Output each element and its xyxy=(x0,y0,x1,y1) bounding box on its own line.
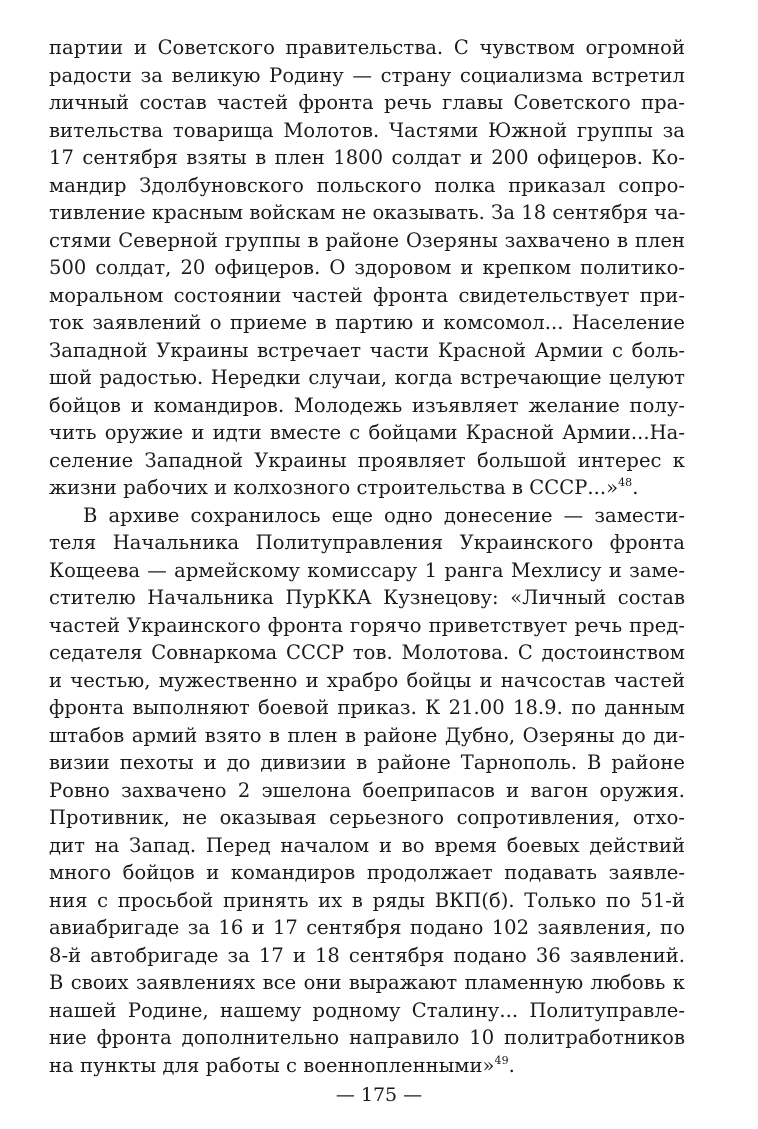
text-line: В своих заявлениях все они выражают пламенную любовь к xyxy=(49,971,685,994)
text-line: селение Западной Украины проявляет большой интерес к xyxy=(49,448,685,472)
text-line: нашей Родине, нашему родному Сталину... Политуправле- xyxy=(49,998,685,1022)
text-line: ния с просьбой принять их в ряды ВКП(б). Только по 51-й xyxy=(49,888,685,912)
text-line: 500 солдат, 20 офицеров. О здоровом и крепком политико- xyxy=(49,256,685,279)
paragraph-2 xyxy=(49,502,685,1080)
text-line: авиабригаде за 16 и 17 сентября подано 102 заявления, по xyxy=(49,916,685,939)
text-line-content: жизни рабочих и колхозного строительства в СССР...» xyxy=(49,476,619,499)
text-line: теля Начальника Политуправления Украинского фронта xyxy=(49,531,685,554)
text-line: частей Украинского фронта горячо приветствует речь пред- xyxy=(49,613,685,637)
text-line: партии и Советского правительства. С чувством огромной xyxy=(49,36,685,59)
text-line: бойцов и командиров. Молодежь изъявляет желание полу- xyxy=(49,393,685,417)
text-line: ток заявлений о приеме в партию и комсомол... Население xyxy=(49,311,685,334)
text-line: визии пехоты и до дивизии в районе Тарнополь. В районе xyxy=(49,751,685,774)
text-line: много бойцов и командиров продолжает подавать заявле- xyxy=(49,861,685,884)
text-line: мандир Здолбуновского польского полка приказал сопро- xyxy=(49,173,685,197)
text-line: радости за великую Родину — страну социализма встретил xyxy=(49,63,685,87)
text-line: тивление красным войскам не оказывать. За 18 сентября ча- xyxy=(49,201,686,224)
text-line-last: жизни рабочих и колхозного строительства в СССР...»$^{48}$. xyxy=(49,476,639,499)
footnote-ref-49: 49 xyxy=(494,1053,509,1067)
body-text xyxy=(49,34,685,1079)
text-line: шой радостью. Нередки случаи, когда встречающие целуют xyxy=(49,366,685,389)
text-line: фронта выполняют боевой приказ. К 21.00 18.9. по данным xyxy=(49,696,685,719)
text-line: Противник, не оказывая серьезного сопротивления, отхо- xyxy=(49,806,685,829)
text-line-indented: В архиве сохранилось еще одно донесение — замести- xyxy=(83,503,685,527)
text-line-last: на пункты для работы с военнопленными»$^{49}$. xyxy=(49,1053,515,1077)
text-line: Кощеева — армейскому комиссару 1 ранга Мехлису и заме- xyxy=(49,558,685,582)
text-line: Ровно захвачено 2 эшелона боеприпасов и вагон оружия. xyxy=(49,778,685,802)
text-line: 8-й автобригаде за 17 и 18 сентября подано 36 заявлений. xyxy=(49,943,685,967)
text-line: вительства товарища Молотов. Частями Южной группы за xyxy=(49,118,685,142)
text-line: стями Северной группы в районе Озеряны захвачено в плен xyxy=(49,228,685,252)
text-line: чить оружие и идти вместе с бойцами Красной Армии...На- xyxy=(49,421,685,444)
text-line-content: на пункты для работы с военнопленными» xyxy=(49,1053,495,1077)
text-line: стителю Начальника ПурККА Кузнецову: «Личный состав xyxy=(49,586,685,609)
page-number: — 175 — xyxy=(335,1084,423,1106)
text-line: ние фронта дополнительно направило 10 политработников xyxy=(49,1026,685,1049)
text-line: Западной Украины встречает части Красной Армии с боль- xyxy=(49,338,685,362)
footnote-ref-48: 48 xyxy=(618,476,633,489)
text-line: личный состав частей фронта речь главы Советского пра- xyxy=(49,91,685,114)
text-line: и честью, мужественно и храбро бойцы и начсостав частей xyxy=(49,668,685,692)
text-line: дит на Запад. Перед началом и во время боевых действий xyxy=(49,833,685,857)
text-line: штабов армий взято в плен в районе Дубно, Озеряны до ди- xyxy=(49,723,685,747)
text-line: 17 сентября взяты в плен 1800 солдат и 200 офицеров. Ко- xyxy=(49,146,685,169)
paragraph-1 xyxy=(49,34,685,502)
text-line: седателя Совнаркома СССР тов. Молотова. С достоинством xyxy=(49,641,685,664)
text-line: моральном состоянии частей фронта свидетельствует при- xyxy=(49,283,685,307)
